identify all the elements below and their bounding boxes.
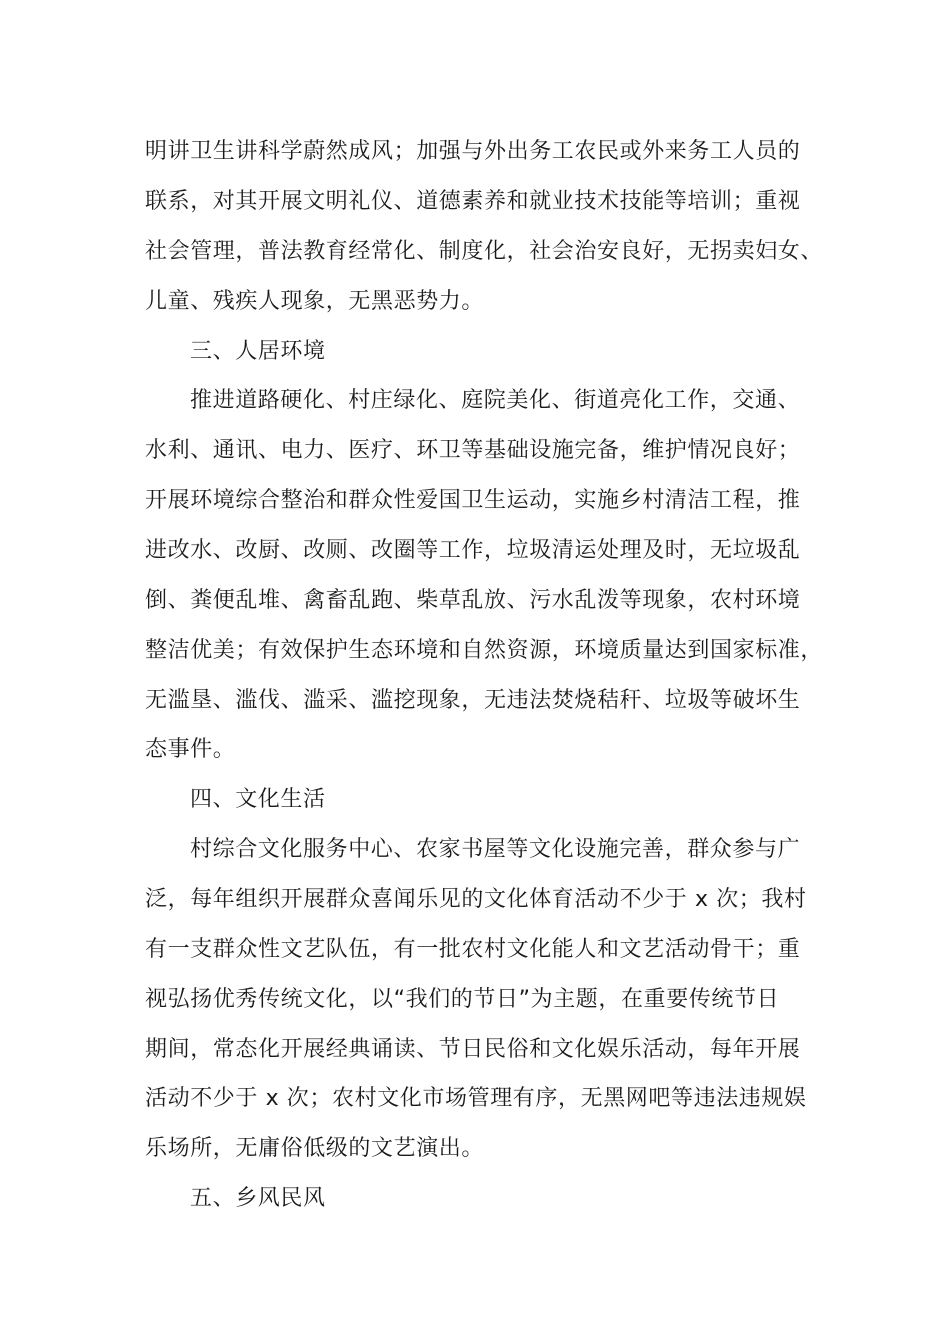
paragraph-line: 进改水、改厨、改厕、改圈等工作，垃圾清运处理及时，无垃圾乱 — [145, 538, 801, 563]
paragraph-line: 联系，对其开展文明礼仪、道德素养和就业技术技能等培训；重视 — [145, 189, 801, 214]
paragraph-line: 有一支群众性文艺队伍，有一批农村文化能人和文艺活动骨干；重 — [145, 937, 801, 962]
section-heading: 三、人居环境 — [190, 339, 326, 364]
paragraph-line: 态事件。 — [145, 737, 236, 762]
paragraph-line: 期间，常态化开展经典诵读、节日民俗和文化娱乐活动，每年开展 — [145, 1037, 801, 1062]
paragraph-line: 水利、通讯、电力、医疗、环卫等基础设施完备，维护情况良好； — [145, 438, 801, 463]
paragraph-line: 推进道路硬化、村庄绿化、庭院美化、街道亮化工作，交通、 — [190, 388, 801, 413]
paragraph-line: 村综合文化服务中心、农家书屋等文化设施完善，群众参与广 — [190, 837, 801, 862]
paragraph-line: 视弘扬优秀传统文化，以“我们的节日”为主题，在重要传统节日 — [145, 987, 780, 1012]
paragraph-line: 儿童、残疾人现象，无黑恶势力。 — [145, 289, 485, 314]
paragraph-line: 倒、粪便乱堆、禽畜乱跑、柴草乱放、污水乱泼等现象，农村环境 — [145, 588, 801, 613]
paragraph-line: 明讲卫生讲科学蔚然成风；加强与外出务工农民或外来务工人员的 — [145, 139, 801, 164]
section-heading: 四、文化生活 — [190, 787, 326, 812]
section-heading: 五、乡风民风 — [190, 1186, 326, 1211]
paragraph-line: 开展环境综合整治和群众性爱国卫生运动，实施乡村清洁工程，推 — [145, 488, 801, 513]
paragraph-line: 乐场所，无庸俗低级的文艺演出。 — [145, 1136, 485, 1161]
paragraph-line: 社会管理，普法教育经常化、制度化，社会治安良好，无拐卖妇女、 — [145, 239, 824, 264]
paragraph-line: 无滥垦、滥伐、滥采、滥挖现象，无违法焚烧秸秆、垃圾等破坏生 — [145, 688, 801, 713]
paragraph-line: 整洁优美；有效保护生态环境和自然资源，环境质量达到国家标准， — [145, 638, 824, 663]
paragraph-line: 活动不少于 x 次；农村文化市场管理有序，无黑网吧等违法违规娱 — [145, 1086, 807, 1111]
paragraph-line: 泛，每年组织开展群众喜闻乐见的文化体育活动不少于 x 次；我村 — [145, 887, 807, 912]
